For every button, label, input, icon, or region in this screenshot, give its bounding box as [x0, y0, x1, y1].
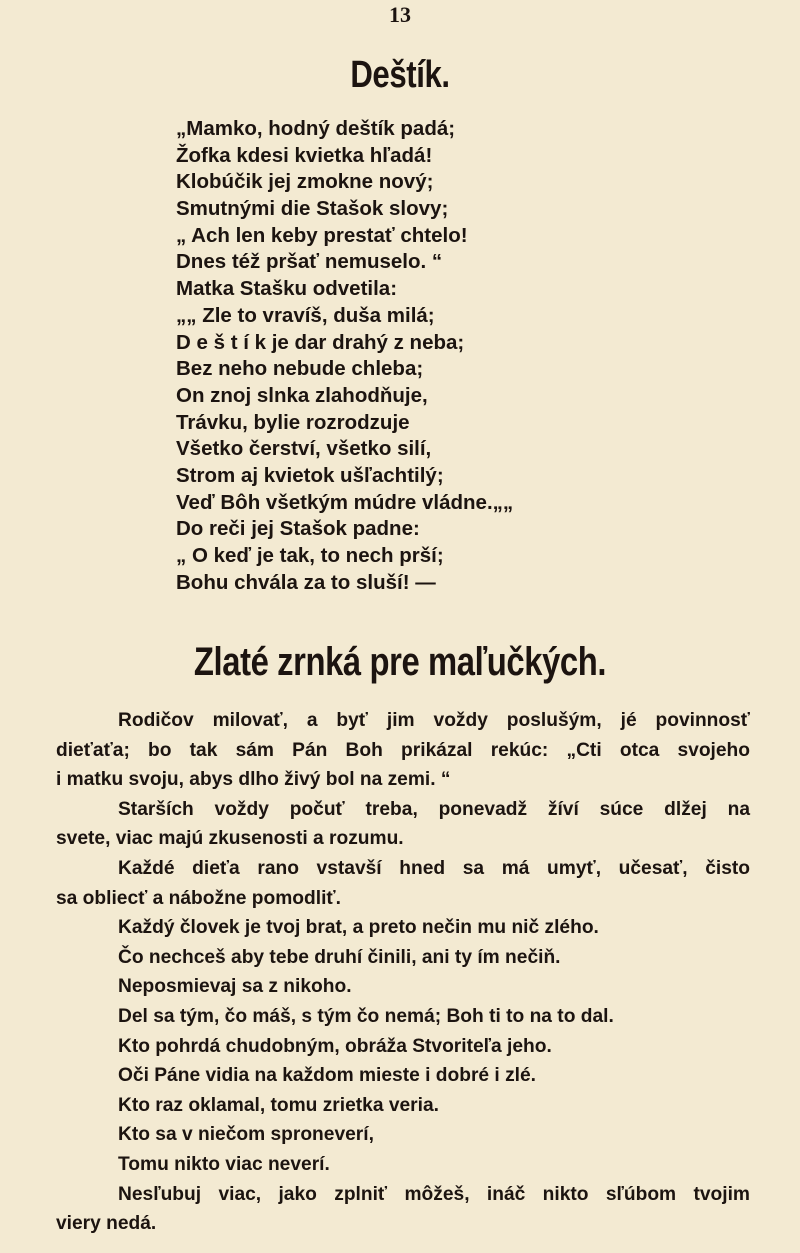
poem-title: Deštík.: [350, 54, 450, 96]
proverb-line: Oči Páne vidia na každom mieste i dobré i zlé.: [118, 1065, 537, 1087]
proverbs: [56, 706, 750, 1239]
poem-line: Bez neho nebude chleba;: [176, 357, 424, 381]
poem-line: „Mamko, hodný deštík padá;: [176, 117, 456, 140]
poem-line: Bohu chvála za to sluší! —: [176, 570, 436, 594]
poem: [176, 116, 513, 596]
proverb-line: Del sa tým, čo máš, s tým čo nemá; Boh ti to na to dal.: [118, 1005, 614, 1027]
proverb-line: Starších voždy počuť treba, ponevadž žíví súce dlžej na: [118, 798, 750, 820]
proverb-line: i matku svoju, abys dlho živý bol na zemi. “: [56, 769, 451, 791]
proverb-line: sa obliecť a nábožne pomodliť.: [56, 887, 341, 909]
poem-line: Klobúčik jej zmokne nový;: [176, 170, 434, 194]
proverb-line: svete, viac majú zkusenosti a rozumu.: [56, 828, 404, 850]
proverb-line: Kto raz oklamal, tomu zrietka veria.: [118, 1094, 439, 1116]
poem-line: D e š t í k je dar drahý z neba;: [176, 330, 465, 354]
poem-line: „ Ach len keby prestať chtelo!: [176, 223, 468, 247]
proverb-line: dieťaťa; bo tak sám Pán Boh prikázal rekúc: „Cti otca svojeho: [56, 739, 750, 761]
poem-line: Veď Bôh všetkým múdre vládne.„„: [176, 490, 514, 514]
proverb-line: Rodičov milovať, a byť jim voždy poslušým, jé povinnosť: [118, 710, 750, 731]
poem-line: „ O keď je tak, to nech prší;: [176, 544, 444, 567]
proverb-line: Každý človek je tvoj brat, a preto nečin mu nič zlého.: [118, 917, 599, 939]
poem-line: Všetko čerství, všetko silí,: [176, 437, 432, 461]
poem-line: On znoj slnka zlahodňuje,: [176, 383, 428, 407]
prose-title: Zlaté zrnká pre maľučkých.: [193, 640, 607, 684]
proverb-line: Kto pohrdá chudobným, obráža Stvoriteľa jeho.: [118, 1035, 552, 1057]
poem-line: Do reči jej Stašok padne:: [176, 517, 420, 541]
poem-line: „„ Zle to vravíš, duša milá;: [176, 303, 435, 327]
proverb-line: Kto sa v niečom sproneverí,: [118, 1124, 374, 1146]
proverb-line: Čo nechceš aby tebe druhí činili, ani ty ím nečiň.: [118, 946, 561, 968]
proverb-line: Neposmievaj sa z nikoho.: [118, 976, 352, 998]
poem-line: Smutnými die Stašok slovy;: [176, 197, 449, 221]
poem-line: Žofka kdesi kvietka hľadá!: [176, 143, 433, 167]
poem-line: Strom aj kvietok ušľachtilý;: [176, 463, 444, 487]
proverb-line: Nesľubuj viac, jako zplniť môžeš, ináč nikto sľúbom tvojim: [118, 1183, 750, 1205]
page-number: 13: [389, 2, 411, 27]
poem-line: Trávku, bylie rozrodzuje: [176, 410, 410, 434]
poem-line: Matka Stašku odvetila:: [176, 277, 398, 301]
proverb-line: Každé dieťa rano vstavší hned sa má umyť, učesať, čisto: [118, 857, 750, 879]
proverb-line: viery nedá.: [56, 1213, 157, 1235]
poem-line: Dnes též pršať nemuselo. “: [176, 250, 443, 274]
proverb-line: Tomu nikto viac neverí.: [118, 1153, 330, 1175]
